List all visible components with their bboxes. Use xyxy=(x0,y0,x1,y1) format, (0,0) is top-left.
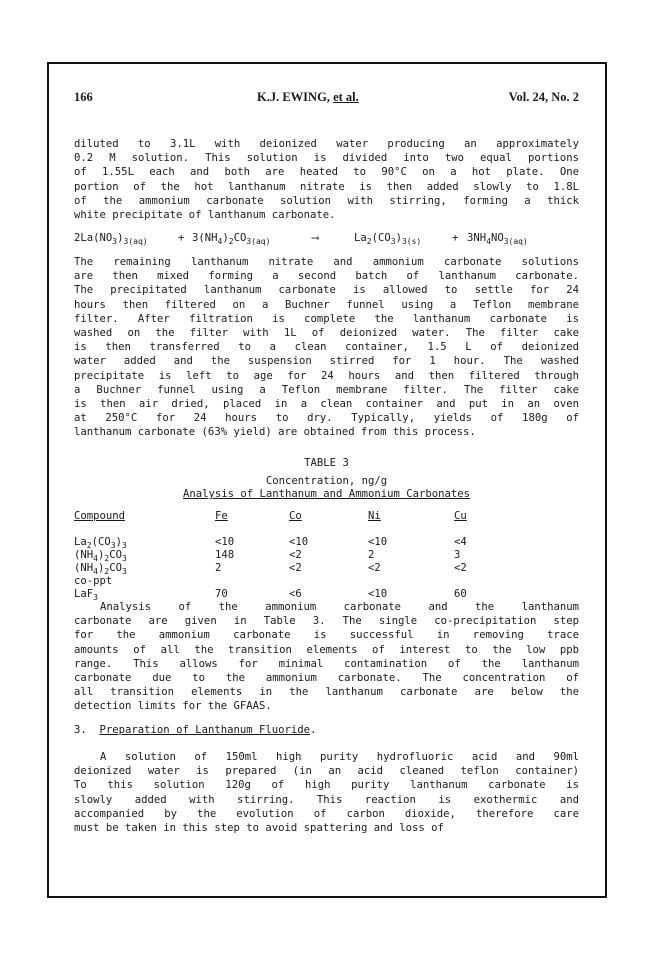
table-header-cell: Co xyxy=(289,510,302,522)
eq-plus-2: + xyxy=(452,232,459,244)
text-line: hours then filtered on a Buchner funnel using a Teflon membrane xyxy=(74,298,579,311)
reaction-equation xyxy=(74,232,579,248)
paragraph-4 xyxy=(74,750,579,835)
table-value-cell: <2 xyxy=(368,562,381,574)
table-compound-cell: LaF$_3$ xyxy=(74,588,98,602)
text-line: for the ammonium carbonate is successful in removing trace xyxy=(74,629,579,642)
table-value-cell: <4 xyxy=(454,536,467,548)
text-line: washed on the filter with 1L of deionized water. The filter cake xyxy=(74,326,579,339)
text-line: lanthanum carbonate (63% yield) are obtained from this process. xyxy=(74,426,476,439)
text-line: at 250°C for 24 hours to dry. Typically, yields of 180g of xyxy=(74,412,579,425)
text-line: water added and the suspension stirred for 1 hour. The washed xyxy=(74,355,579,368)
table-compound-cell: $La_2(CO_3)_3$ xyxy=(74,536,127,550)
table-header-cell: Compound xyxy=(74,510,126,522)
eq-arrow: ⟶ xyxy=(312,232,319,244)
text-line: diluted to 3.1L with deionized water producing an approximately xyxy=(74,138,579,150)
eq-product-2: $3NH_4NO_{3(aq)}$ xyxy=(467,232,528,246)
text-line: carbonate are given in Table 3. The single co-precipitation step xyxy=(74,615,579,628)
table-value-cell: 148 xyxy=(215,549,235,561)
table-caption: Analysis of Lanthanum and Ammonium Carbonates xyxy=(182,488,470,500)
text-line: slowly added with stirring. This reaction is exothermic and xyxy=(74,793,579,806)
table-value-cell: <6 xyxy=(289,588,302,600)
table-value-cell: 60 xyxy=(454,588,467,600)
section-heading: 3. Preparation of Lanthanum Fluoride. xyxy=(74,724,317,736)
text-line: portion of the hot lanthanum nitrate is then added slowly to 1.8L xyxy=(74,180,579,193)
eq-plus-1: + xyxy=(178,232,185,244)
table-compound-cell: $(NH_4)_2CO_3$ xyxy=(74,562,127,576)
running-header xyxy=(74,90,579,106)
text-line: 0.2 M solution. This solution is divided into two equal portions xyxy=(74,152,579,165)
table-header-cell: Cu xyxy=(454,510,467,522)
table-value-cell: <10 xyxy=(289,536,309,548)
page-number: 166 xyxy=(74,90,93,104)
paragraph-1 xyxy=(74,137,579,222)
et-al: et al. xyxy=(333,90,359,104)
text-line: is then air dried, placed in a clean container and put in an oven xyxy=(74,397,579,410)
text-line: To this solution 120g of high purity lanthanum carbonate is xyxy=(74,779,579,792)
table-units: Concentration, ng/g xyxy=(265,475,388,487)
table-compound-cell: co-ppt xyxy=(74,575,113,587)
paragraph-2 xyxy=(74,255,579,439)
text-line: The remaining lanthanum nitrate and ammonium carbonate solutions xyxy=(74,256,579,268)
table-value-cell: 2 xyxy=(368,549,375,561)
table-value-cell: <2 xyxy=(289,562,302,574)
table-value-cell: <2 xyxy=(289,549,302,561)
eq-product-1: $La_2(CO_3)_{3(s)}$ xyxy=(354,232,422,246)
text-line: are then mixed forming a second batch of lanthanum carbonate. xyxy=(74,270,579,283)
text-line: range. This allows for minimal contamination of the lanthanum xyxy=(74,657,579,670)
text-line: must be taken in this step to avoid spattering and loss of xyxy=(74,821,444,834)
table-header-cell: Ni xyxy=(368,510,381,522)
table-value-cell: <10 xyxy=(368,536,388,548)
text-line: all transition elements in the lanthanum carbonate are below the xyxy=(74,686,579,699)
table-value-cell: 3 xyxy=(454,549,461,561)
table-header-cell: Fe xyxy=(215,510,228,522)
table-value-cell: <2 xyxy=(454,562,467,574)
paragraph-3 xyxy=(74,600,579,714)
table-label: TABLE 3 xyxy=(304,457,349,469)
text-line: filter. After filtration is complete the lanthanum carbonate is xyxy=(74,312,579,325)
text-line: precipitate is left to age for 24 hours and then filtered through xyxy=(74,369,579,382)
text-line: is then transferred to a clean container, 1.5 L of deionized xyxy=(74,341,579,354)
text-line: A solution of 150ml high purity hydrofluoric acid and 90ml xyxy=(100,751,579,763)
text-line: of 1.55L each and both are heated to 90°C on a hot plate. One xyxy=(74,166,579,179)
text-line: white precipitate of lanthanum carbonate. xyxy=(74,208,336,221)
text-line: Analysis of the ammonium carbonate and the lanthanum xyxy=(100,601,579,613)
section-title: Preparation of Lanthanum Fluoride xyxy=(99,724,311,736)
text-line: amounts of all the transition elements of interest to the low ppb xyxy=(74,643,579,656)
text-line: accompanied by the evolution of carbon dioxide, therefore care xyxy=(74,807,579,820)
eq-reactant-2: $3(NH_4)_2CO_{3(aq)}$ xyxy=(192,232,271,246)
text-line: The precipitated lanthanum carbonate is allowed to settle for 24 xyxy=(74,284,579,297)
table-compound-cell: $(NH_4)_2CO_3$ xyxy=(74,549,127,563)
text-line: of the ammonium carbonate solution with stirring, forming a thick xyxy=(74,194,579,207)
table-value-cell: 2 xyxy=(215,562,222,574)
text-line: deionized water is prepared (in an acid cleaned teflon container) xyxy=(74,765,579,778)
text-line: carbonate due to the ammonium carbonate. The concentration of xyxy=(74,671,579,684)
volume-issue: Vol. 24, No. 2 xyxy=(508,90,579,104)
table-value-cell: 70 xyxy=(215,588,228,600)
text-line: detection limits for the GFAAS. xyxy=(74,700,272,713)
eq-reactant-1: $2La(NO_3)_{3(aq)}$ xyxy=(74,232,148,246)
running-authors: K.J. EWING, et al. xyxy=(257,90,359,104)
text-line: a Buchner funnel using a Teflon membrane filter. The filter cake xyxy=(74,383,579,396)
table-value-cell: <10 xyxy=(368,588,388,600)
table-value-cell: <10 xyxy=(215,536,235,548)
